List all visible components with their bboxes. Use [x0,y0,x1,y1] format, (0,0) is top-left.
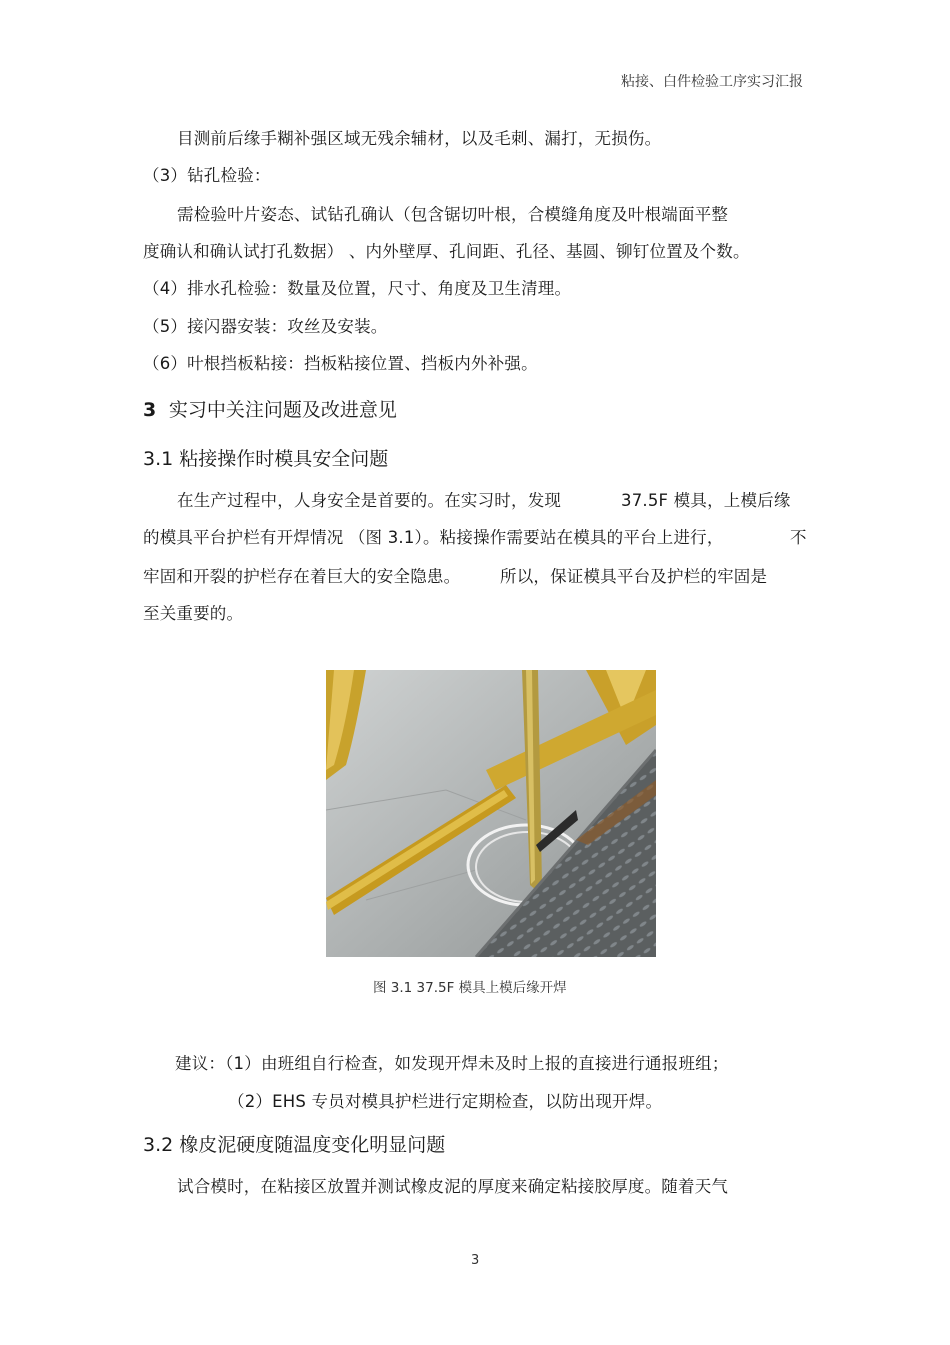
para-line-2b: 不 [790,528,807,547]
running-header: 粘接、白件检验工序实习汇报 [621,74,803,90]
list-item-3-line1: 需检验叶片姿态、试钻孔确认（包含锯切叶根，合模缝角度及叶根端面平整 [177,205,729,224]
section-3-number: 3 [143,399,157,421]
para-line-2a: 的模具平台护栏有开焊情况 （图 3.1）。粘接操作需要站在模具的平台上进行， [143,528,724,547]
section-3-2-para-line-1: 试合模时，在粘接区放置并测试橡皮泥的厚度来确定粘接胶厚度。随着天气 [177,1177,729,1196]
list-item-3-line2: 度确认和确认试打孔数据） 、内外壁厚、孔间距、孔径、基圆、铆钉位置及个数。 [143,242,750,261]
paragraph-line: 目测前后缘手糊补强区域无残余辅材，以及毛刺、漏打，无损伤。 [177,129,662,148]
list-item-4: （4）排水孔检验：数量及位置，尺寸、角度及卫生清理。 [143,279,572,298]
para-line-1b: 37.5F 模具，上模后缘 [621,491,791,510]
list-item-3-title: （3）钻孔检验： [143,166,271,185]
section-3-1-heading: 3.1 粘接操作时模具安全问题 [143,448,389,470]
figure-caption: 图 3.1 37.5F 模具上模后缘开焊 [373,980,567,996]
section-3-heading [143,395,397,422]
suggestion-line-1: 建议：（1）由班组自行检查，如发现开焊未及时上报的直接进行通报班组； [175,1054,729,1073]
para-line-4: 至关重要的。 [143,604,244,623]
list-item-6: （6）叶根挡板粘接：挡板粘接位置、挡板内外补强。 [143,354,538,373]
suggestion-line-2: （2）EHS 专员对模具护栏进行定期检查，以防出现开焊。 [228,1092,663,1111]
page-number: 3 [471,1253,480,1268]
section-3-2-heading: 3.2 橡皮泥硬度随温度变化明显问题 [143,1134,446,1156]
para-line-3a: 牢固和开裂的护栏存在着巨大的安全隐患。 [143,567,461,586]
section-3-title: 实习中关注问题及改进意见 [168,399,397,421]
para-line-1a: 在生产过程中，人身安全是首要的。在实习时，发现 [177,491,562,510]
list-item-5: （5）接闪器安装：攻丝及安装。 [143,317,388,336]
figure-photo [326,670,656,957]
para-line-3b: 所以，保证模具平台及护栏的牢固是 [500,567,768,586]
